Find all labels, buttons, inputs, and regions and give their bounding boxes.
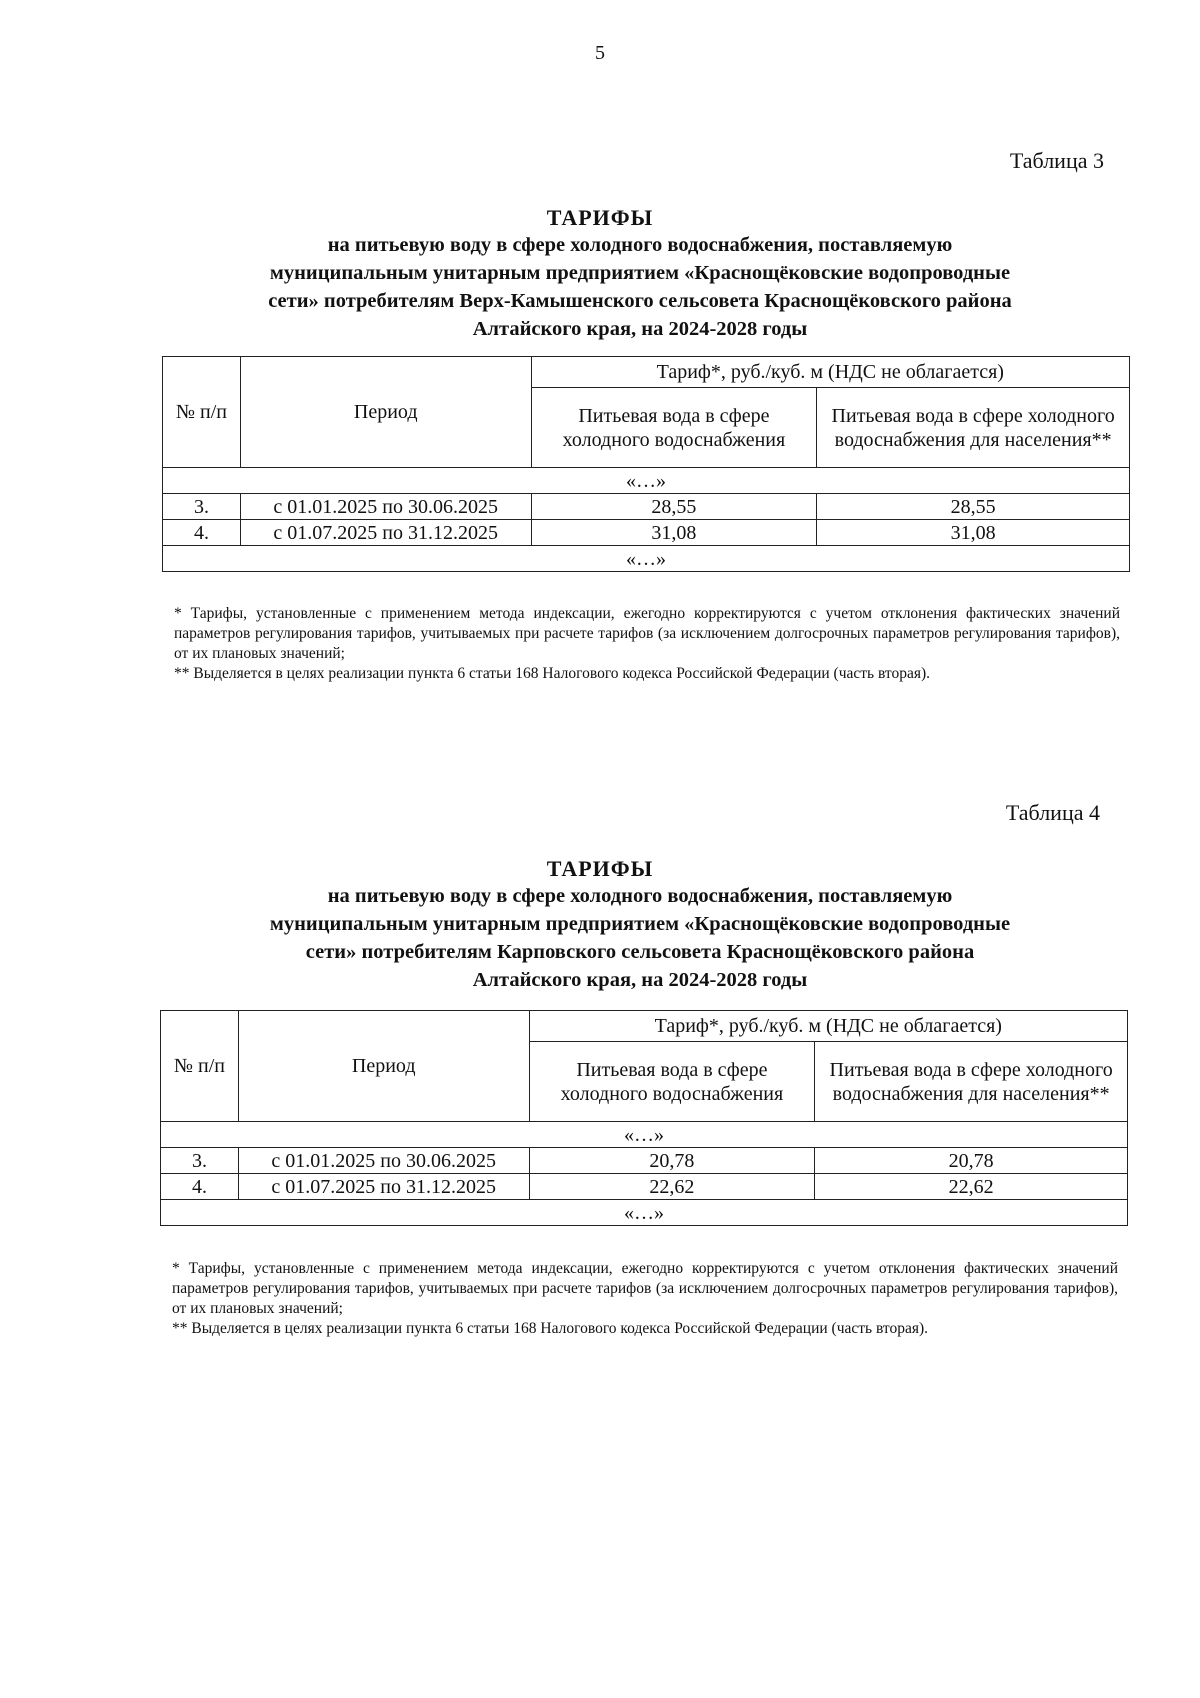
cell-value-1: 31,08 [531, 520, 817, 546]
cell-num: 3. [161, 1148, 239, 1174]
header-col1: Питьевая вода в сфере холодного водоснабжения [529, 1042, 815, 1122]
table-title: ТАРИФЫ [546, 856, 654, 881]
ellipsis-row: «…» [163, 468, 1130, 494]
cell-value-2: 28,55 [817, 494, 1130, 520]
cell-value-2: 22,62 [815, 1174, 1128, 1200]
table-label: Таблица 4 [1005, 800, 1100, 825]
cell-num: 4. [161, 1174, 239, 1200]
cell-num: 4. [163, 520, 241, 546]
cell-period: с 01.07.2025 по 31.12.2025 [238, 1174, 529, 1200]
header-num: № п/п [163, 357, 241, 468]
table-subtitle [230, 231, 1050, 343]
header-col2: Питьевая вода в сфере холодного водоснабжения для населения** [815, 1042, 1128, 1122]
subtitle-line: муниципальным унитарным предприятием «Краснощёковские водопроводные [269, 262, 1011, 284]
subtitle-line: на питьевую воду в сфере холодного водоснабжения, поставляемую [327, 885, 953, 907]
ellipsis-row: «…» [161, 1200, 1128, 1226]
subtitle-line: сети» потребителям Карповского сельсовета Краснощёковского района [305, 941, 975, 963]
ellipsis-row: «…» [163, 546, 1130, 572]
footnote: ** Выделяется в целях реализации пункта 6 статьи 168 Налогового кодекса Российской Федерации (часть вторая). [172, 1320, 929, 1337]
table-row [161, 1148, 1128, 1174]
cell-period: с 01.07.2025 по 31.12.2025 [240, 520, 531, 546]
header-col1: Питьевая вода в сфере холодного водоснабжения [531, 388, 817, 468]
footnote: * Тарифы, установленные с применением метода индексации, ежегодно корректируются с учетом отклонения фактических значений параметров регулирования тарифов, учитываемых при расчете тарифов (за исключением долгосрочных параметров регулирования тарифов), от их плановых значений; [172, 1260, 1118, 1317]
table-row [163, 494, 1130, 520]
cell-value-2: 31,08 [817, 520, 1130, 546]
cell-period: с 01.01.2025 по 30.06.2025 [240, 494, 531, 520]
header-col2: Питьевая вода в сфере холодного водоснабжения для населения** [817, 388, 1130, 468]
header-tariff-group: Тариф*, руб./куб. м (НДС не облагается) [529, 1011, 1127, 1042]
footnotes [172, 1259, 1118, 1339]
footnote: ** Выделяется в целях реализации пункта 6 статьи 168 Налогового кодекса Российской Федерации (часть вторая). [174, 665, 931, 682]
table-title: ТАРИФЫ [546, 205, 654, 230]
table-label: Таблица 3 [1009, 148, 1104, 173]
tariff-table [160, 1010, 1128, 1226]
page-number: 5 [595, 42, 605, 64]
cell-value-1: 28,55 [531, 494, 817, 520]
table-row [161, 1174, 1128, 1200]
tariff-table [162, 356, 1130, 572]
ellipsis-row: «…» [161, 1122, 1128, 1148]
cell-num: 3. [163, 494, 241, 520]
cell-value-1: 22,62 [529, 1174, 815, 1200]
subtitle-line: Алтайского края, на 2024-2028 годы [472, 969, 808, 991]
subtitle-line: муниципальным унитарным предприятием «Краснощёковские водопроводные [269, 913, 1011, 935]
cell-period: с 01.01.2025 по 30.06.2025 [238, 1148, 529, 1174]
header-tariff-group: Тариф*, руб./куб. м (НДС не облагается) [531, 357, 1129, 388]
cell-value-1: 20,78 [529, 1148, 815, 1174]
subtitle-line: Алтайского края, на 2024-2028 годы [472, 318, 808, 340]
footnotes [174, 604, 1120, 684]
table-row [163, 520, 1130, 546]
subtitle-line: сети» потребителям Верх-Камышенского сельсовета Краснощёковского района [268, 290, 1012, 312]
subtitle-line: на питьевую воду в сфере холодного водоснабжения, поставляемую [327, 234, 953, 256]
cell-value-2: 20,78 [815, 1148, 1128, 1174]
footnote: * Тарифы, установленные с применением метода индексации, ежегодно корректируются с учетом отклонения фактических значений параметров регулирования тарифов, учитываемых при расчете тарифов (за исключением долгосрочных параметров регулирования тарифов), от их плановых значений; [174, 605, 1120, 662]
header-period: Период [238, 1011, 529, 1122]
header-period: Период [240, 357, 531, 468]
header-num: № п/п [161, 1011, 239, 1122]
table-subtitle [230, 882, 1050, 994]
